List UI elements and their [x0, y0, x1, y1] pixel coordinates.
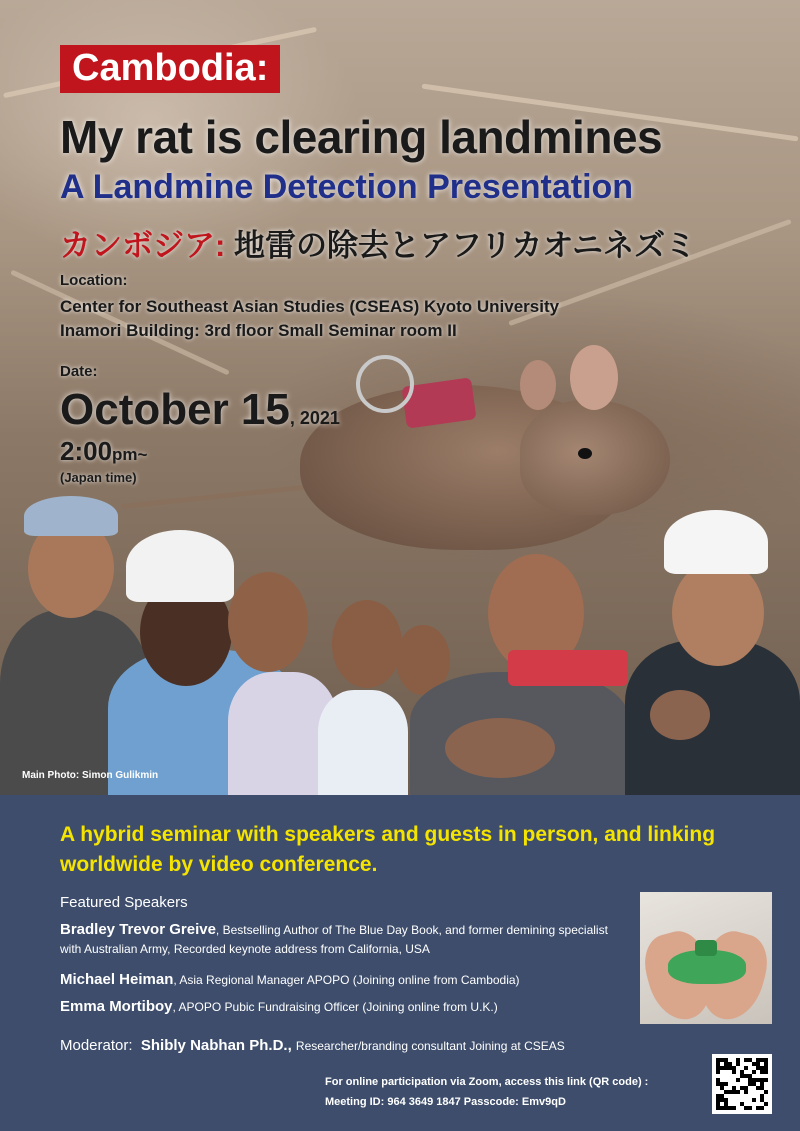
- event-date-year: , 2021: [289, 408, 340, 428]
- meeting-details: Meeting ID: 964 3649 1847 Passcode: Emv9qD: [325, 1096, 566, 1108]
- moderator-line: [60, 1037, 565, 1054]
- speaker-item: [60, 997, 630, 1017]
- event-time-value: 2:00: [60, 436, 113, 466]
- featured-speakers-heading: Featured Speakers: [60, 894, 188, 911]
- location-label: Location:: [60, 272, 128, 289]
- country-tag: Cambodia:: [60, 45, 280, 93]
- speaker-desc: , Asia Regional Manager APOPO (Joining online from Cambodia): [173, 973, 520, 987]
- speaker-item: [60, 970, 630, 990]
- speaker-name: Michael Heiman: [60, 971, 174, 988]
- event-date-day: October 15: [60, 385, 290, 434]
- event-time-suffix: pm~: [112, 445, 148, 464]
- moderator-desc: Researcher/branding consultant Joining at CSEAS: [295, 1039, 565, 1053]
- hybrid-announcement: A hybrid seminar with speakers and guests in person, and linking worldwide by video conference.: [60, 823, 716, 876]
- timezone-note: (Japan time): [60, 470, 137, 485]
- hands-landmine-photo: [640, 892, 772, 1024]
- speaker-name: Emma Mortiboy: [60, 998, 173, 1015]
- qr-code[interactable]: [712, 1054, 772, 1114]
- location-line-2: Inamori Building: 3rd floor Small Seminar room II: [60, 321, 457, 340]
- event-date: [60, 385, 340, 435]
- speaker-item: [60, 920, 630, 959]
- event-title: My rat is clearing landmines: [60, 111, 663, 163]
- moderator-label: Moderator:: [60, 1037, 133, 1054]
- japanese-title-rest: 地雷の除去とアフリカオニネズミ: [233, 228, 697, 263]
- speaker-desc: , Bestselling Author of The Blue Day Book, and former demining specialist with Australian Army, Recorded keynote address from California, USA: [60, 923, 608, 956]
- speaker-desc: , APOPO Pubic Fundraising Officer (Joining online from U.K.): [172, 1000, 498, 1014]
- date-label: Date:: [60, 363, 98, 380]
- speaker-name: Bradley Trevor Greive: [60, 921, 216, 938]
- japanese-title: [60, 220, 696, 265]
- photo-credit: Main Photo: Simon Gulikmin: [22, 770, 159, 781]
- japanese-title-country: カンボジア:: [60, 228, 226, 263]
- zoom-instructions: For online participation via Zoom, access this link (QR code) :: [325, 1076, 649, 1088]
- moderator-name: Shibly Nabhan Ph.D.,: [140, 1037, 292, 1054]
- location-line-1: Center for Southeast Asian Studies (CSEAS) Kyoto University: [60, 297, 560, 316]
- event-subtitle: A Landmine Detection Presentation: [60, 168, 634, 206]
- event-time: [60, 436, 147, 467]
